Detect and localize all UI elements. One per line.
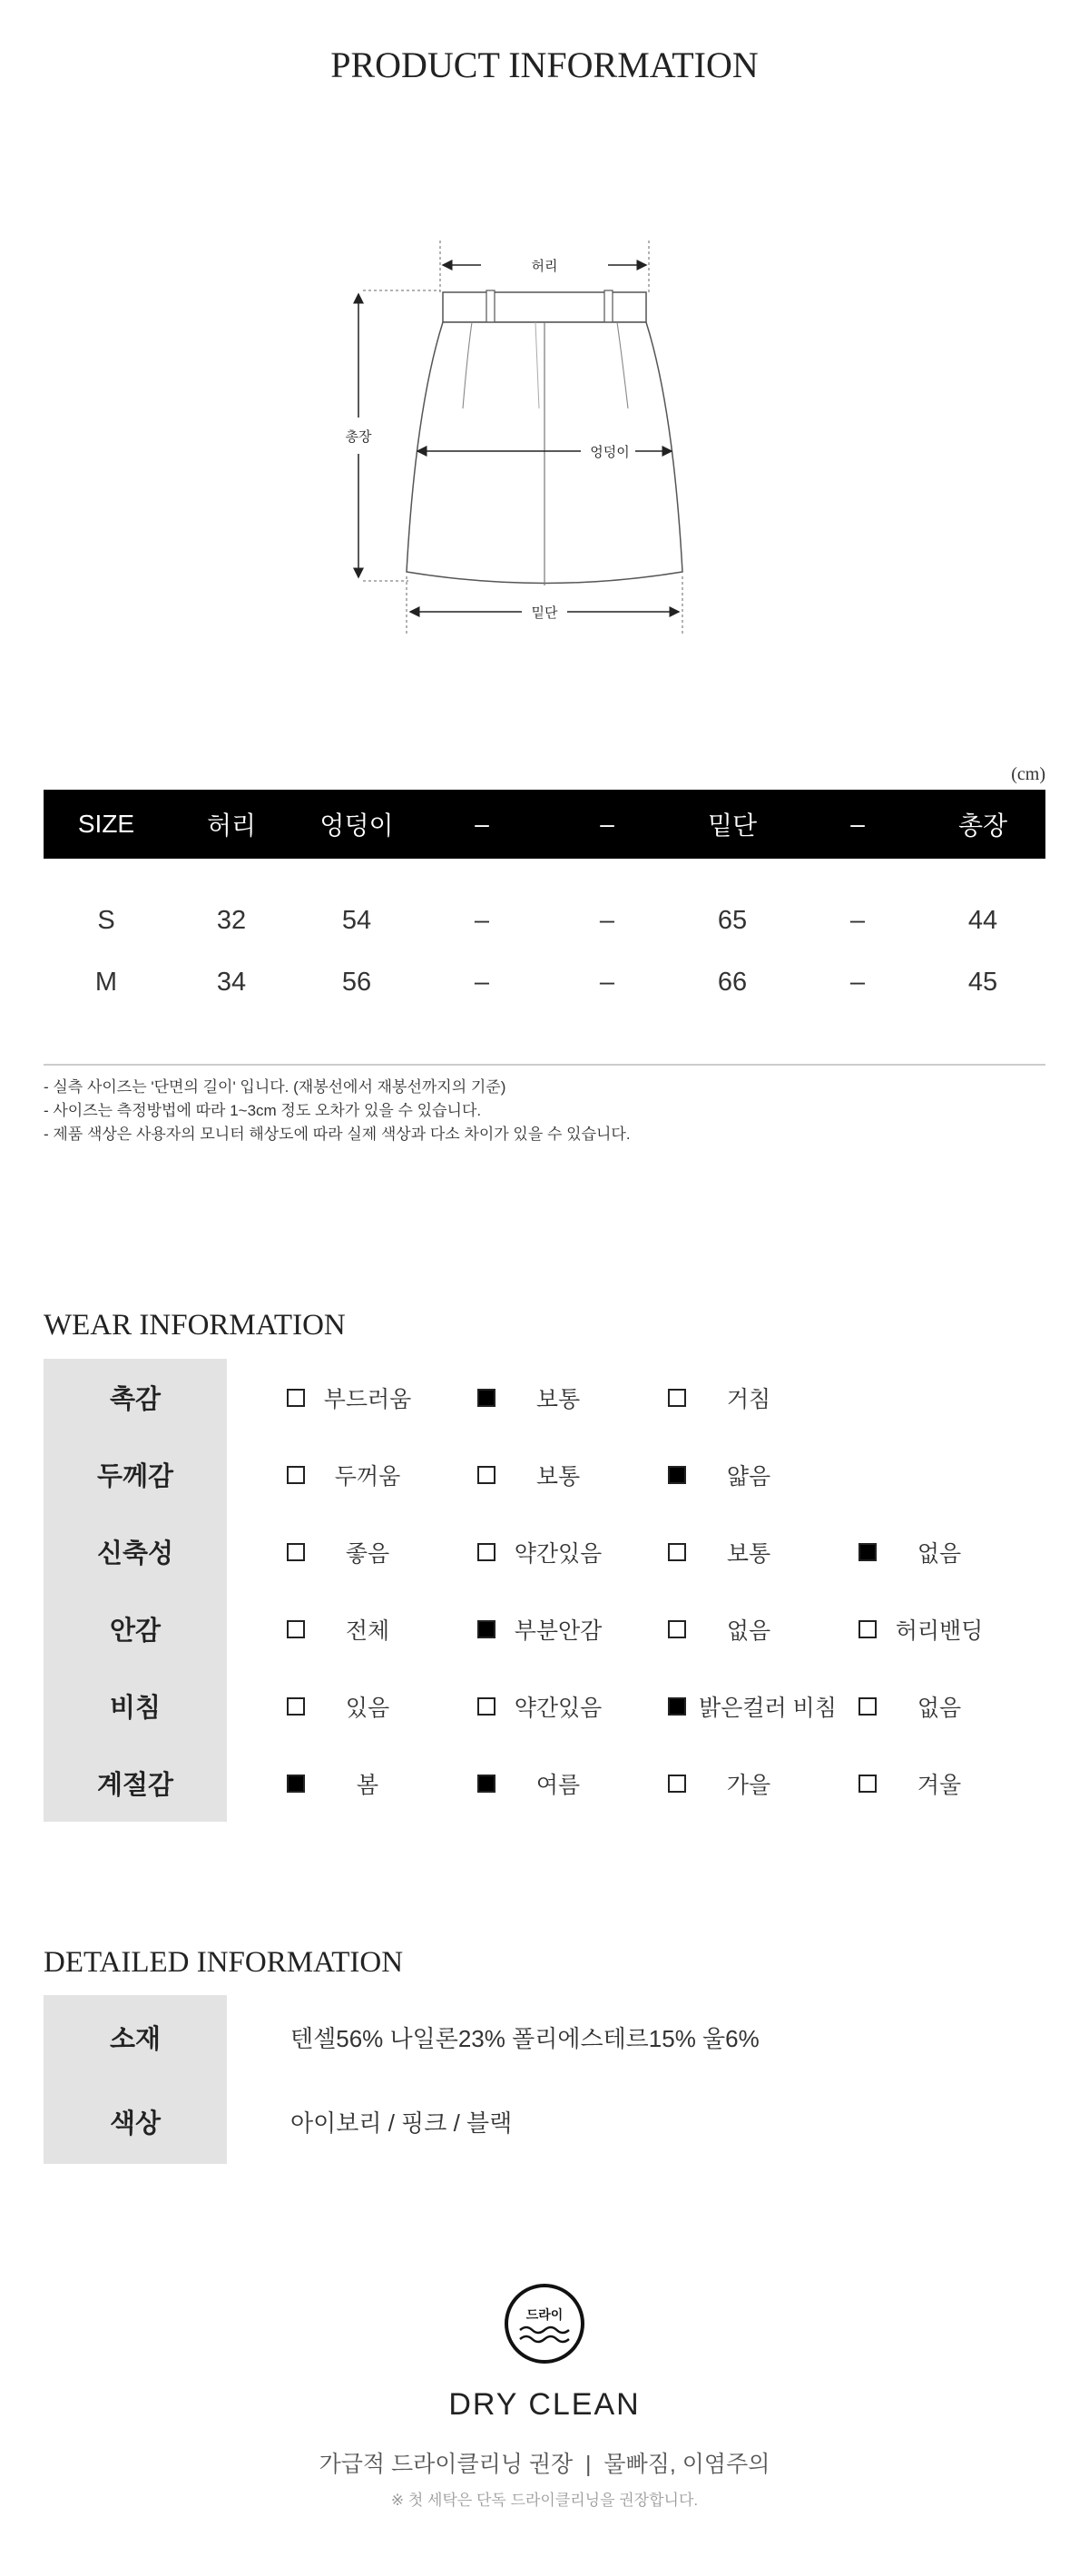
unchecked-box-icon [858,1697,877,1716]
wear-row-label: 계절감 [44,1745,227,1822]
size-cell: 66 [717,967,748,997]
wear-option-label: 보통 [726,1540,771,1567]
checked-box-icon [477,1620,495,1638]
wear-option-label: 허리밴딩 [895,1617,984,1644]
detail-row-value: 아이보리 / 핑크 / 블랙 [290,2109,513,2137]
wear-row-label: 신축성 [44,1513,227,1590]
wear-option-label: 없음 [726,1617,771,1644]
wear-option [477,1745,608,1822]
wear-option [477,1513,608,1590]
wear-option [668,1590,799,1667]
wear-option [668,1513,799,1590]
size-cell: S [97,905,115,935]
wear-option [668,1667,837,1745]
note-line: - 제품 색상은 사용자의 모니터 해상도에 따라 실제 색상과 다소 차이가 있을 수 있습니다. [44,1126,631,1143]
skirt-measurement-diagram [345,227,744,644]
checked-box-icon [287,1775,305,1793]
detailed-information-title: DETAILED INFORMATION [44,1946,404,1979]
waist-label: 허리 [531,259,558,274]
hip-label: 엉덩이 [590,445,630,460]
wear-option [287,1667,417,1745]
wear-option-label: 여름 [535,1772,581,1798]
wear-options [227,1745,1045,1822]
size-cell: 44 [967,905,998,935]
size-row [44,890,1045,951]
wear-option-label: 없음 [917,1540,962,1567]
wear-options [227,1590,1045,1667]
care-note: ※ 첫 세탁은 단독 드라이클리닝을 권장합니다. [390,2492,699,2509]
checked-box-icon [668,1466,686,1484]
size-notes [44,1076,631,1146]
wear-option-label: 전체 [345,1617,390,1644]
unchecked-box-icon [477,1466,495,1484]
wear-option-label: 보통 [535,1386,581,1412]
wear-option-label: 있음 [345,1695,390,1721]
wear-option [287,1513,417,1590]
size-header-cell: – [475,810,489,838]
size-cell: 54 [341,905,372,935]
wear-option-label: 부드러움 [323,1386,412,1412]
unchecked-box-icon [668,1389,686,1407]
wear-option [668,1436,799,1513]
wear-option [287,1436,417,1513]
wear-option-label: 거침 [726,1386,771,1412]
detail-row [44,2079,1045,2164]
wear-information-table [44,1359,1045,1822]
size-row [44,951,1045,1013]
unchecked-box-icon [858,1620,877,1638]
dry-clean-icon [504,2283,585,2365]
wear-option-label: 두꺼움 [334,1463,401,1490]
wear-option [858,1513,989,1590]
wear-option-label: 겨울 [917,1772,962,1798]
detail-row-label: 색상 [44,2079,227,2164]
wear-option-label: 약간있음 [514,1695,603,1721]
wear-row [44,1513,1045,1590]
wear-options [227,1359,1045,1436]
wear-information-title: WEAR INFORMATION [44,1309,346,1342]
unchecked-box-icon [668,1775,686,1793]
wear-row [44,1667,1045,1745]
checked-box-icon [477,1775,495,1793]
size-cell: 65 [717,905,748,935]
wear-row-label: 촉감 [44,1359,227,1436]
product-information-title: PRODUCT INFORMATION [330,44,759,85]
wear-row [44,1745,1045,1822]
size-table-header [44,790,1045,859]
size-cell: M [94,967,118,997]
wear-option [287,1359,417,1436]
wear-row [44,1590,1045,1667]
wear-options [227,1667,1045,1745]
size-header-cell: 엉덩이 [319,811,394,840]
unchecked-box-icon [858,1775,877,1793]
wear-option-label: 봄 [356,1772,379,1798]
size-cell: – [849,905,866,935]
unchecked-box-icon [668,1620,686,1638]
wear-option-label: 얇음 [726,1463,771,1490]
size-cell: – [599,967,615,997]
care-title: DRY CLEAN [448,2387,641,2422]
size-cell: – [474,905,490,935]
wear-option [858,1745,989,1822]
care-description: 가급적 드라이클리닝 권장 | 물빠짐, 이염주의 [319,2452,770,2477]
size-header-cell: – [850,810,865,838]
wear-option [287,1745,417,1822]
unit-label: (cm) [1011,764,1045,784]
wear-option [477,1359,608,1436]
size-table-body [44,890,1045,1013]
wear-option-label: 가을 [726,1772,771,1798]
hem-label: 밑단 [531,605,558,621]
wear-option [477,1667,608,1745]
unchecked-box-icon [477,1697,495,1716]
wear-option-label: 약간있음 [514,1540,603,1567]
checked-box-icon [668,1697,686,1716]
note-line: - 실측 사이즈는 '단면의 길이' 입니다. (재봉선에서 재봉선까지의 기준) [44,1078,506,1096]
checked-box-icon [477,1389,495,1407]
size-table [44,790,1045,1013]
size-cell: – [599,905,615,935]
divider [44,1064,1045,1066]
unchecked-box-icon [287,1543,305,1561]
checked-box-icon [858,1543,877,1561]
size-cell: 34 [216,967,247,997]
wear-option-label: 좋음 [345,1540,390,1567]
wear-option [477,1590,608,1667]
wear-option [858,1667,989,1745]
wear-option-label: 부분안감 [514,1617,603,1644]
size-header-cell: 허리 [206,811,257,840]
detail-row [44,1995,1045,2079]
wear-option-label: 없음 [917,1695,962,1721]
length-label: 총장 [345,429,372,445]
size-cell: – [849,967,866,997]
wear-options [227,1513,1045,1590]
size-header-cell: 총장 [957,811,1008,840]
wear-option [477,1436,608,1513]
unchecked-box-icon [287,1466,305,1484]
detailed-information-table [44,1995,1045,2164]
wear-row-label: 안감 [44,1590,227,1667]
size-header-cell: – [600,810,614,838]
wear-options [227,1436,1045,1513]
note-line: - 사이즈는 측정방법에 따라 1~3cm 정도 오차가 있을 수 있습니다. [44,1102,482,1119]
size-cell: – [474,967,490,997]
wear-row [44,1359,1045,1436]
wear-option-label: 밝은컬러 비침 [699,1695,837,1721]
unchecked-box-icon [477,1543,495,1561]
wear-option [287,1590,417,1667]
size-cell: 56 [341,967,372,997]
dry-clean-icon-label: 드라이 [525,2307,564,2322]
wear-option-label: 보통 [535,1463,581,1490]
unchecked-box-icon [668,1543,686,1561]
wear-option [858,1590,989,1667]
size-header-cell: SIZE [77,810,135,838]
wear-row [44,1436,1045,1513]
size-header-cell: 밑단 [707,811,758,840]
detail-row-value: 텐셀56% 나일론23% 폴리에스테르15% 울6% [290,2025,760,2052]
unchecked-box-icon [287,1620,305,1638]
size-cell: 32 [216,905,247,935]
wear-option [668,1745,799,1822]
unchecked-box-icon [287,1389,305,1407]
wear-row-label: 비침 [44,1667,227,1745]
wear-option [668,1359,799,1436]
size-cell: 45 [967,967,998,997]
detail-row-label: 소재 [44,1995,227,2079]
wear-row-label: 두께감 [44,1436,227,1513]
unchecked-box-icon [287,1697,305,1716]
